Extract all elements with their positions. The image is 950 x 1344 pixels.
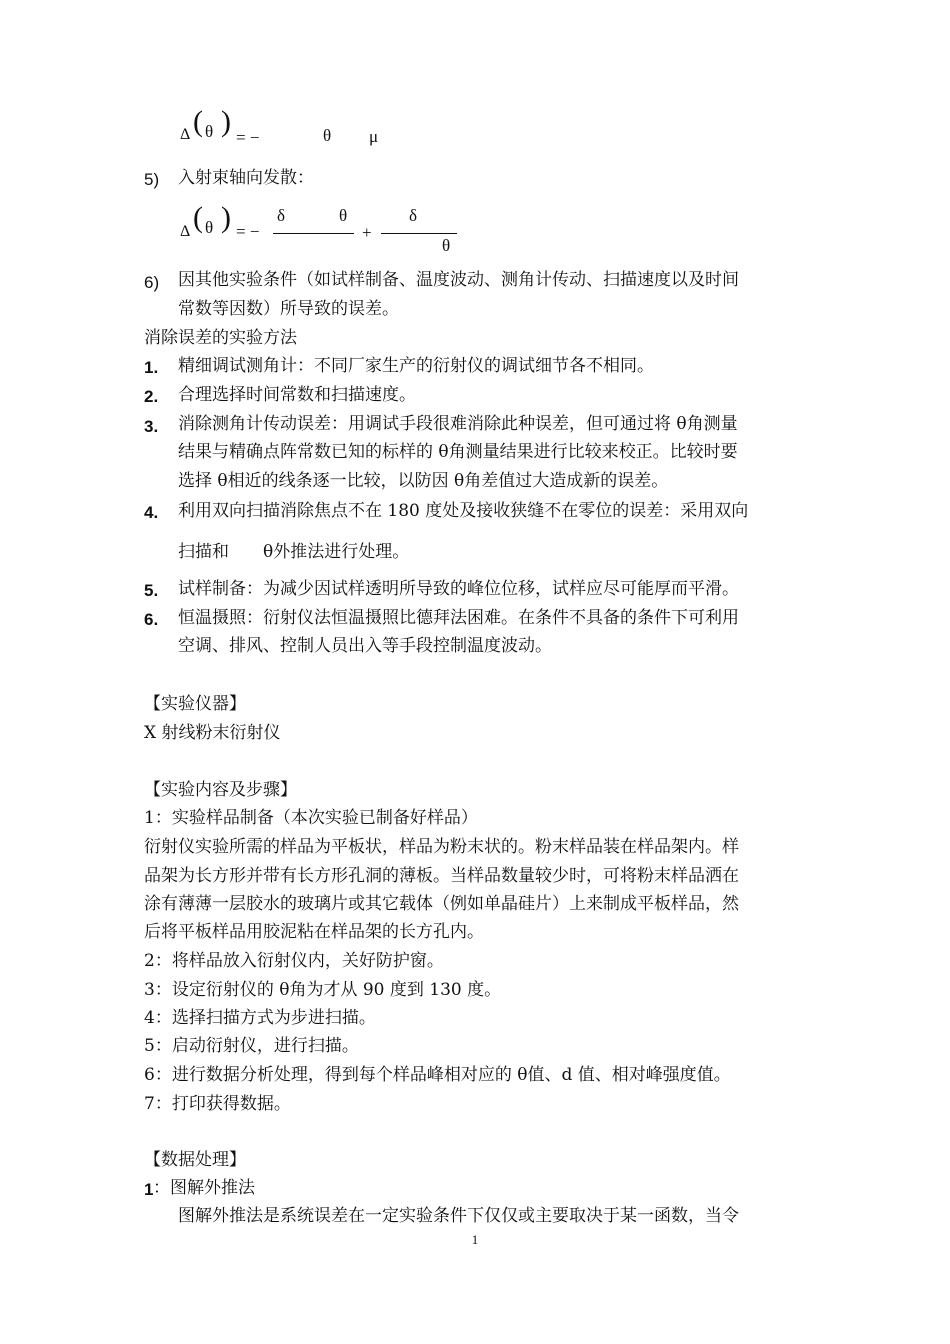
method-4-number: 4. bbox=[144, 503, 159, 522]
formula1-delta: Δ bbox=[180, 126, 191, 143]
method-6-line2: 空调、排风、控制人员出入等手段控制温度波动。 bbox=[178, 636, 552, 656]
method-5-line1: 试样制备：为减少因试样透明所导致的峰位位移，试样应尽可能厚而平滑。 bbox=[178, 579, 739, 599]
method-3-line2: 结果与精确点阵常数已知的标样的 θ角测量结果进行比较来校正。比较时要 bbox=[178, 442, 738, 462]
formula2-paren-close: ) bbox=[221, 201, 231, 234]
method-3-number: 3. bbox=[144, 417, 159, 436]
data-processing-body: 图解外推法是系统误差在一定实验条件下仅仅或主要取决于某一函数，当令 bbox=[178, 1206, 739, 1226]
method-3-line3: 选择 θ相近的线条逐一比较，以防因 θ角差值过大造成新的误差。 bbox=[178, 471, 669, 491]
formula2-paren-open: ( bbox=[193, 201, 203, 234]
data-processing-sub-title: ：图解外推法 bbox=[153, 1178, 255, 1198]
steps-heading: 【实验内容及步骤】 bbox=[144, 780, 297, 800]
step4-line: 4：选择扫描方式为步进扫描。 bbox=[144, 1008, 376, 1028]
step1-body-line3: 涂有薄薄一层胶水的玻璃片或其它载体（例如单晶硅片）上来制成平板样品，然 bbox=[144, 894, 739, 914]
page-number: 1 bbox=[471, 1232, 479, 1247]
item6-line2: 常数等因数）所导致的误差。 bbox=[178, 299, 399, 319]
methods-heading: 消除误差的实验方法 bbox=[144, 328, 297, 348]
formula1-equals-minus: = − bbox=[236, 128, 260, 147]
formula1-theta-term: θ bbox=[323, 126, 332, 145]
method-1-line1: 精细调试测角计：不同厂家生产的衍射仪的调试细节各不相同。 bbox=[178, 356, 654, 376]
formula1-paren-close: ) bbox=[221, 105, 231, 138]
step1-body-line4: 后将平板样品用胶泥粘在样品架的长方孔内。 bbox=[144, 922, 484, 942]
method-1-number: 1. bbox=[144, 358, 159, 377]
method-5-number: 5. bbox=[144, 581, 159, 600]
formula2-num1-delta: δ bbox=[277, 206, 286, 225]
method-6-number: 6. bbox=[144, 610, 159, 629]
method-3-line1: 消除测角计传动误差：用调试手段很难消除此种误差，但可通过将 θ角测量 bbox=[178, 414, 738, 434]
step1-body-line2: 品架为长方形并带有长方形孔洞的薄板。当样品数量较少时，可将粉末样品洒在 bbox=[144, 866, 739, 886]
item6-number: 6) bbox=[144, 273, 160, 292]
formula2-den2-theta: θ bbox=[442, 236, 451, 255]
step2-line: 2：将样品放入衍射仪内，关好防护窗。 bbox=[144, 951, 444, 971]
method-4-line2: 扫描和 θ外推法进行处理。 bbox=[178, 542, 410, 562]
formula2-fraction-bar-2 bbox=[381, 233, 457, 234]
step7-line: 7：打印获得数据。 bbox=[144, 1094, 291, 1114]
data-processing-sub-number: 1 bbox=[144, 1180, 154, 1199]
method-2-line1: 合理选择时间常数和扫描速度。 bbox=[178, 385, 416, 405]
formula1-paren-open: ( bbox=[193, 105, 203, 138]
formula2-equals-minus: = − bbox=[236, 222, 260, 241]
formula2-fraction-bar-1 bbox=[273, 233, 354, 234]
data-processing-heading: 【数据处理】 bbox=[144, 1150, 246, 1170]
step1-title: 1：实验样品制备（本次实验已制备好样品） bbox=[144, 808, 478, 828]
formula2-delta: Δ bbox=[180, 223, 191, 240]
formula2-num1-theta: θ bbox=[339, 206, 348, 225]
formula1-theta: θ bbox=[205, 122, 214, 141]
formula2-plus: + bbox=[362, 223, 372, 242]
formula1-mu: μ bbox=[369, 127, 379, 146]
item6-line1: 因其他实验条件（如试样制备、温度波动、测角计传动、扫描速度以及时间 bbox=[178, 270, 739, 290]
item5-number: 5) bbox=[144, 170, 160, 189]
step6-line: 6：进行数据分析处理，得到每个样品峰相对应的 θ值、d 值、相对峰强度值。 bbox=[144, 1065, 731, 1085]
instrument-heading: 【实验仪器】 bbox=[144, 694, 246, 714]
step1-body-line1: 衍射仪实验所需的样品为平板状，样品为粉末状的。粉末样品装在样品架内。样 bbox=[144, 837, 739, 857]
method-6-line1: 恒温摄照：衍射仪法恒温摄照比德拜法困难。在条件不具备的条件下可利用 bbox=[178, 608, 739, 628]
step3-line: 3：设定衍射仪的 θ角为才从 90 度到 130 度。 bbox=[144, 980, 502, 1000]
instrument-text: X 射线粉末衍射仪 bbox=[144, 723, 281, 743]
step5-line: 5：启动衍射仪，进行扫描。 bbox=[144, 1036, 359, 1056]
method-2-number: 2. bbox=[144, 387, 159, 406]
formula2-num2-delta: δ bbox=[409, 206, 418, 225]
item5-text: 入射束轴向发散： bbox=[178, 168, 314, 188]
method-4-line1: 利用双向扫描消除焦点不在 180 度处及接收狭缝不在零位的误差：采用双向 bbox=[178, 501, 749, 521]
formula2-theta: θ bbox=[205, 218, 214, 237]
